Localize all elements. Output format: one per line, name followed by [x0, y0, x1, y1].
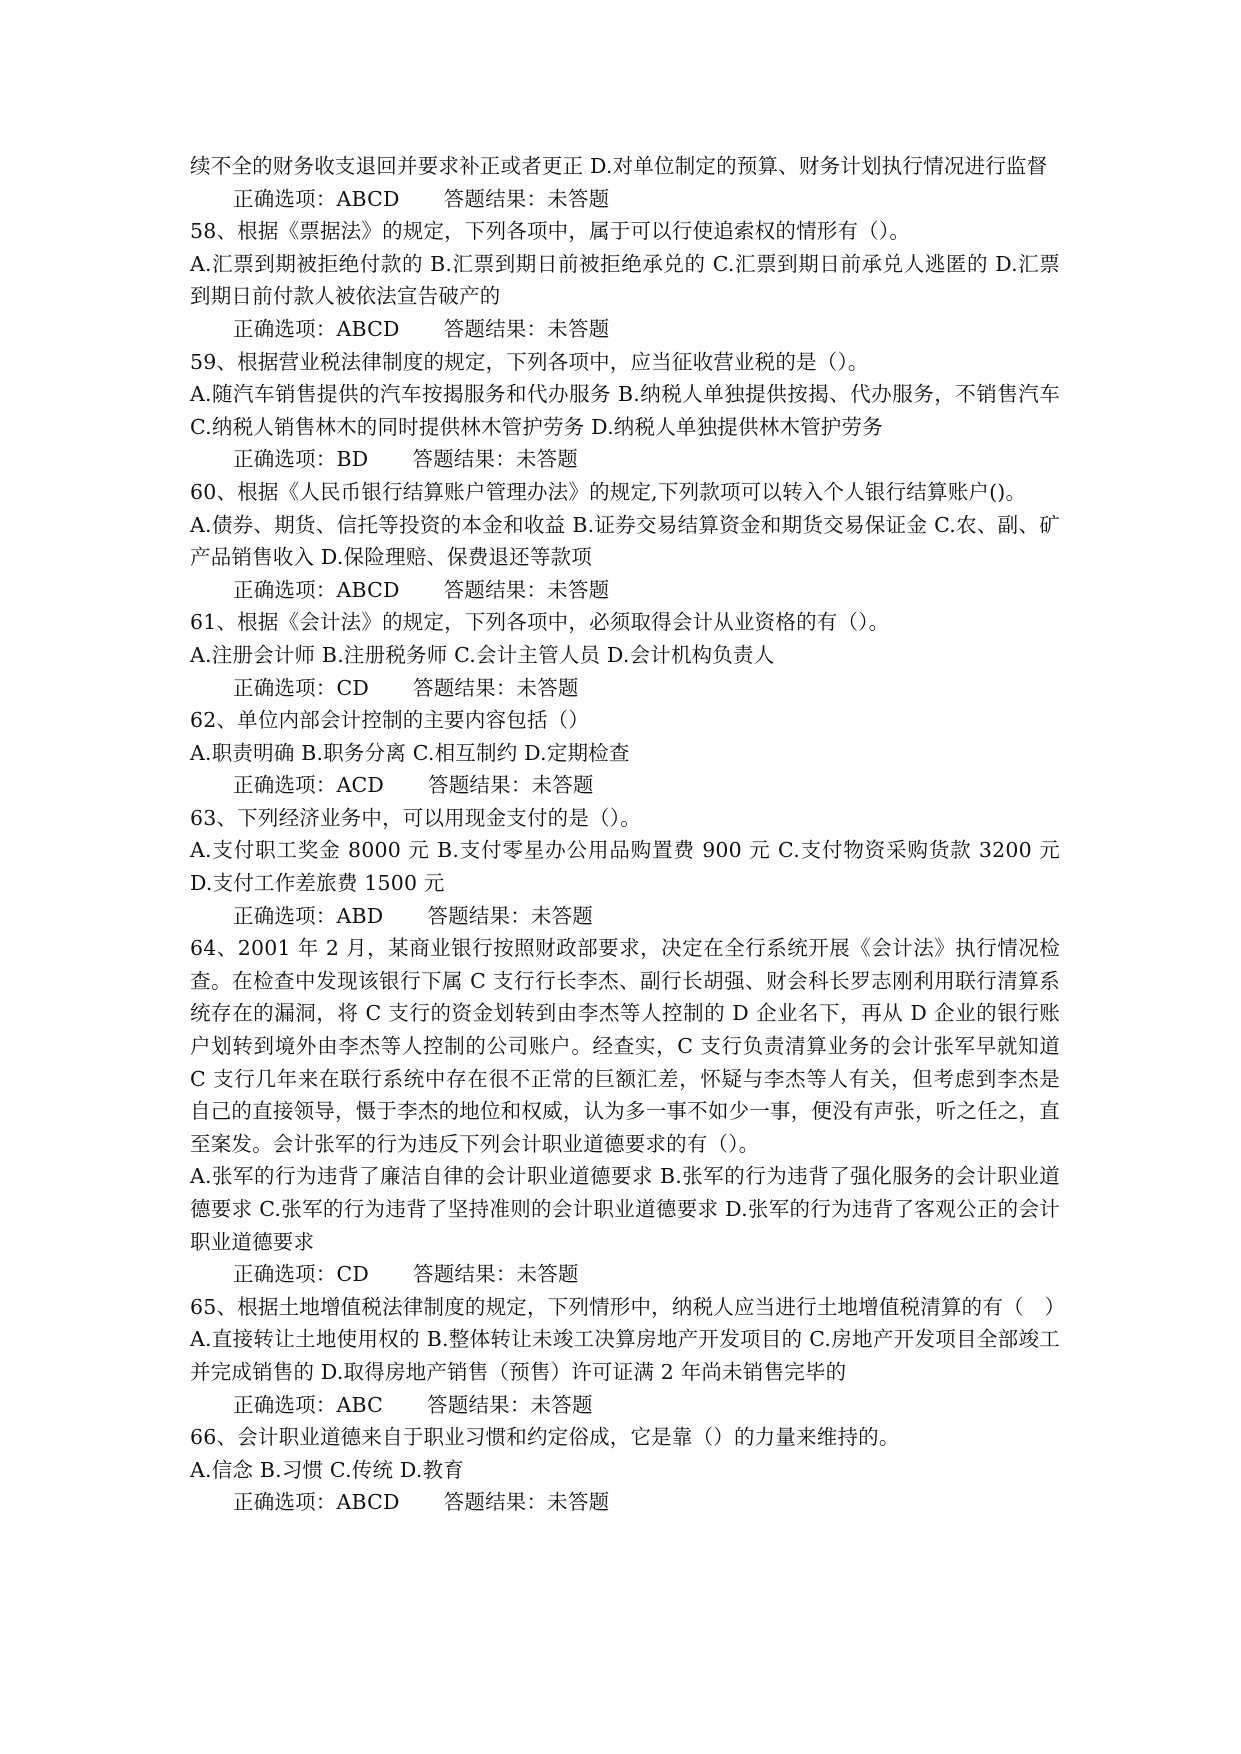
- question-block: [190, 802, 1060, 932]
- correct-answer: CD: [336, 1262, 370, 1287]
- result-label: 答题结果：: [413, 1262, 517, 1287]
- question-options: A.支付职工奖金 8000 元 B.支付零星办公用品购置费 900 元 C.支付物资采购货款 3200 元 D.支付工作差旅费 1500 元: [190, 838, 1060, 896]
- result-label: 答题结果：: [443, 577, 548, 602]
- result-value: 未答题: [547, 577, 610, 602]
- correct-answer: ABCD: [336, 316, 400, 341]
- question-stem: 58、根据《票据法》的规定，下列各项中，属于可以行使追索权的情形有（）。: [190, 219, 911, 244]
- question-options: A.张军的行为违背了廉洁自律的会计职业道德要求 B.张军的行为违背了强化服务的会计职业道德要求 C.张军的行为违背了坚持准则的会计职业道德要求 D.张军的行为违背了客观公正的会计职业道德要求: [190, 1164, 1060, 1254]
- question-stem: 63、下列经济业务中，可以用现金支付的是（）。: [190, 805, 641, 830]
- answer-line: [190, 672, 1060, 705]
- answer-line: [190, 443, 1060, 476]
- result-label: 答题结果：: [427, 903, 531, 928]
- result-value: 未答题: [531, 773, 594, 798]
- question-block: [190, 215, 1060, 345]
- correct-answer: CD: [336, 675, 370, 700]
- question-options: A.信念 B.习惯 C.传统 D.教育: [190, 1457, 464, 1482]
- question-block: [190, 1421, 1060, 1519]
- continuation-text: 续不全的财务收支退回并要求补正或者更正 D.对单位制定的预算、财务计划执行情况进行监督: [190, 154, 1048, 178]
- correct-label: 正确选项：: [233, 1490, 337, 1515]
- result-value: 未答题: [516, 1262, 579, 1287]
- result-label: 答题结果：: [427, 1392, 531, 1417]
- correct-label: 正确选项：: [233, 577, 337, 602]
- question-stem: 65、根据土地增值税法律制度的规定，下列情形中，纳税人应当进行土地增值税清算的有（ ）: [190, 1294, 1066, 1319]
- result-label: 答题结果：: [443, 1490, 548, 1515]
- answer-line: [190, 900, 1060, 933]
- question-block: [190, 346, 1060, 476]
- result-value: 未答题: [547, 316, 610, 341]
- result-label: 答题结果：: [412, 447, 516, 472]
- correct-answer: ABC: [336, 1392, 384, 1417]
- result-label: 答题结果：: [443, 186, 548, 211]
- question-block: [190, 704, 1060, 802]
- question-block: [190, 1291, 1066, 1421]
- result-value: 未答题: [530, 903, 594, 928]
- question-options: A.汇票到期被拒绝付款的 B.汇票到期日前被拒绝承兑的 C.汇票到期日前承兑人逃匿的 D.汇票到期日前付款人被依法宣告破产的: [190, 251, 1060, 309]
- answer-line: [190, 1486, 1060, 1519]
- result-label: 答题结果：: [443, 316, 548, 341]
- question-list: [190, 215, 1066, 1519]
- correct-answer: ABD: [336, 903, 384, 928]
- question-stem: 66、会计职业道德来自于职业习惯和约定俗成，它是靠（）的力量来维持的。: [190, 1425, 900, 1450]
- question-block: [190, 932, 1060, 1291]
- question-options: A.职责明确 B.职务分离 C.相互制约 D.定期检查: [190, 740, 630, 765]
- correct-answer: ABCD: [336, 577, 400, 602]
- question-stem: 60、根据《人民币银行结算账户管理办法》的规定,下列款项可以转入个人银行结算账户()。: [190, 479, 1027, 504]
- result-label: 答题结果：: [428, 773, 532, 798]
- result-value: 未答题: [547, 1490, 610, 1515]
- correct-label: 正确选项：: [233, 447, 337, 472]
- result-value: 未答题: [547, 186, 610, 211]
- result-value: 未答题: [530, 1392, 593, 1417]
- answer-line: [190, 1258, 1060, 1291]
- correct-label: 正确选项：: [233, 316, 337, 341]
- question-options: A.债券、期货、信托等投资的本金和收益 B.证券交易结算资金和期货交易保证金 C.农、副、矿产品销售收入 D.保险理赔、保费退还等款项: [190, 512, 1060, 570]
- answer-line: [190, 183, 1060, 216]
- question-stem: 61、根据《会计法》的规定，下列各项中，必须取得会计从业资格的有（）。: [190, 610, 890, 635]
- correct-label: 正确选项：: [233, 773, 337, 798]
- question-stem: 64、2001 年 2 月，某商业银行按照财政部要求，决定在全行系统开展《会计法》执行情况检查。在检查中发现该银行下属 C 支行行长李杰、副行长胡强、财会科长罗志刚利用联行清算系统存在的漏洞，将 C 支行的资金划转到由李杰等人控制的 D 企业名下，再从 D 企业的银行账户划转到境外由李杰等人控制的公司账户。经查实，C 支行负责清算业务的会计张军早就知道 C 支行几年来在联行系统中存在很不正常的巨额汇差，怀疑与李杰等人有关，但考虑到李杰是自己的直接领导，慑于李杰的地位和权威，认为多一事不如少一事，便没有声张，听之任之，直至案发。会计张军的行为违反下列会计职业道德要求的有（）。: [190, 936, 1060, 1156]
- correct-answer: ABCD: [336, 1490, 400, 1515]
- result-value: 未答题: [515, 447, 579, 472]
- correct-answer: ABCD: [336, 186, 400, 211]
- question-options: A.直接转让土地使用权的 B.整体转让未竣工决算房地产开发项目的 C.房地产开发项目全部竣工并完成销售的 D.取得房地产销售（预售）许可证满 2 年尚未销售完毕的: [190, 1327, 1060, 1384]
- answer-line: [190, 574, 1060, 607]
- correct-label: 正确选项：: [233, 186, 337, 211]
- answer-line: [190, 1389, 1060, 1422]
- correct-answer: ACD: [336, 773, 385, 798]
- correct-label: 正确选项：: [233, 1262, 337, 1287]
- question-stem: 62、单位内部会计控制的主要内容包括（）: [190, 708, 590, 733]
- correct-label: 正确选项：: [233, 903, 337, 928]
- correct-answer: BD: [336, 447, 369, 472]
- document-page: [190, 150, 1066, 1519]
- answer-line: [190, 313, 1060, 346]
- result-value: 未答题: [516, 675, 579, 700]
- correct-label: 正确选项：: [233, 1392, 337, 1417]
- question-options: A.随汽车销售提供的汽车按揭服务和代办服务 B.纳税人单独提供按揭、代办服务，不销售汽车 C.纳税人销售林木的同时提供林木管护劳务 D.纳税人单独提供林木管护劳务: [190, 382, 1060, 439]
- question-stem: 59、根据营业税法律制度的规定，下列各项中，应当征收营业税的是（）。: [190, 349, 869, 374]
- correct-label: 正确选项：: [233, 675, 337, 700]
- question-block: [190, 606, 1060, 704]
- question-options: A.注册会计师 B.注册税务师 C.会计主管人员 D.会计机构负责人: [190, 642, 775, 667]
- answer-line: [190, 769, 1060, 802]
- question-block: [190, 476, 1060, 606]
- result-label: 答题结果：: [413, 675, 517, 700]
